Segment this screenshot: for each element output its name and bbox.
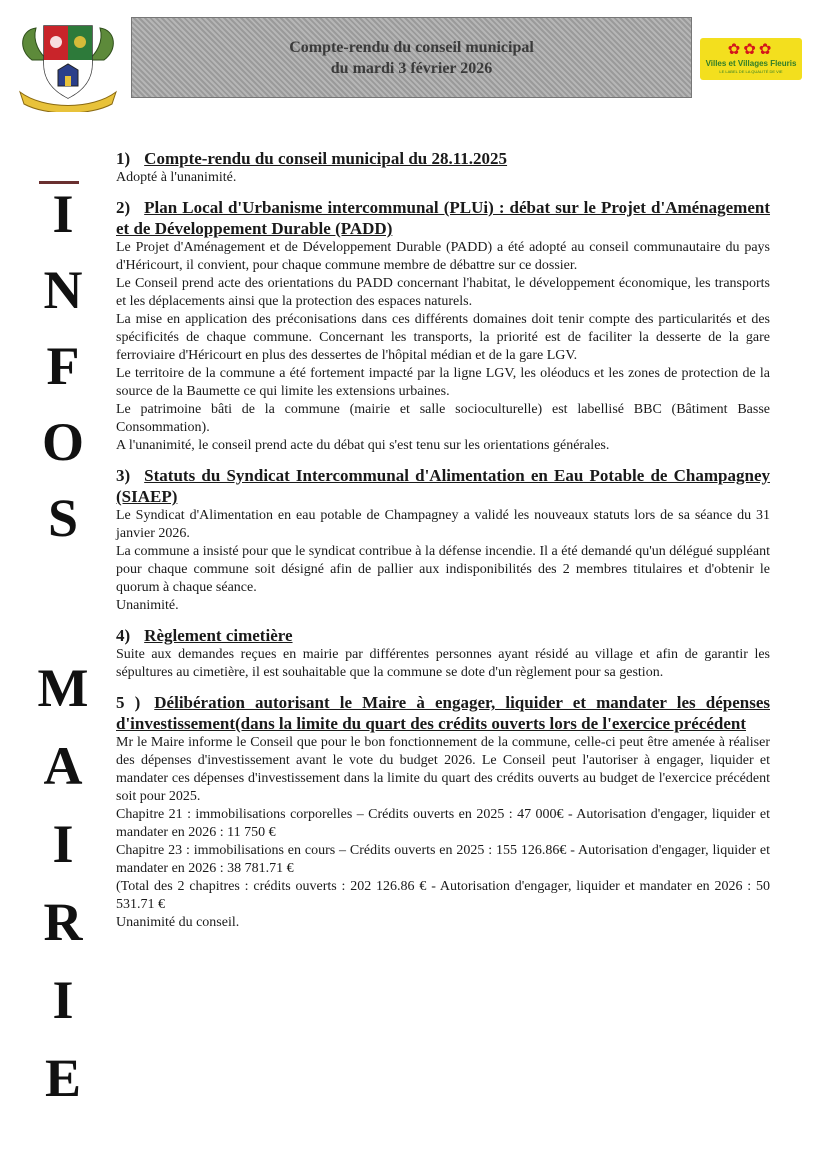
section-title: Plan Local d'Urbanisme intercommunal (PLUi) : débat sur le Projet d'Aménagement et de Développement Durable (PADD): [116, 198, 770, 238]
closing-vote: Unanimité du conseil.: [116, 915, 240, 930]
paragraph: Adopté à l'unanimité.: [116, 170, 237, 185]
section-heading: [116, 465, 770, 507]
title-banner: [131, 17, 692, 98]
villes-villages-fleuris-logo: [700, 38, 802, 80]
paragraph: A l'unanimité, le conseil prend acte du débat qui s'est tenu sur les orientations générales.: [116, 438, 610, 453]
section-number: 5 ): [116, 693, 141, 712]
minutes-content: [116, 148, 770, 942]
banner-title-line1: Compte-rendu du conseil municipal: [289, 38, 534, 56]
vertical-letter: I: [52, 970, 74, 1030]
banner-title-line2: du mardi 3 février 2026: [330, 59, 493, 77]
paragraph: Suite aux demandes reçues en mairie par différentes personnes ayant résidé au village et afin de garantir les sépultures au cimetière, il est souhaitable que la commune se dote d'un règlement pour sa gestion.: [116, 647, 770, 680]
paragraph: Le territoire de la commune a été fortement impacté par la ligne LGV, les oléoducs et les zones de protection de la source de la Baumette ce qui limite les extensions urbaines.: [116, 366, 770, 399]
section-heading: [116, 625, 770, 646]
budget-chapter-23: Chapitre 23 : immobilisations en cours – Crédits ouverts en 2025 : 155 126.86€ - Autorisation d'engager, liquider et mandater en 2026 : 38 781.71 €: [116, 843, 770, 876]
budget-chapter-21: Chapitre 21 : immobilisations corporelles – Crédits ouverts en 2025 : 47 000€ - Autorisation d'engager, liquider et mandater en 2026 : 11 750 €: [116, 807, 770, 840]
paragraph: Le Syndicat d'Alimentation en eau potable de Champagney a validé les nouveaux statuts lors de sa séance du 31 janvier 2026.: [116, 508, 770, 541]
section-5: [116, 692, 770, 932]
section-heading: [116, 148, 770, 169]
section-title: Statuts du Syndicat Intercommunal d'Alimentation en Eau Potable de Champagney (SIAEP): [116, 466, 770, 506]
vertical-letter: M: [37, 658, 89, 718]
section-3: [116, 465, 770, 615]
budget-total: (Total des 2 chapitres : crédits ouverts : 202 126.86 € - Autorisation d'engager, liquider et mandater en 2026 : 50 531.71 €: [116, 879, 770, 912]
vertical-letter: O: [41, 412, 84, 472]
coat-of-arms-emblem: [14, 20, 122, 112]
flower-icon: ✿✿✿: [727, 40, 775, 58]
paragraph: La mise en application des préconisations dans ces différents domaines doit tenir compte des particularités et des spécificités de chaque commune. Concernant les transports, la priorité est de faciliter la desserte de la gare ferroviaire d'Héricourt en plus des dessertes de l'hôpital médian et de la gare LGV.: [116, 312, 770, 363]
paragraph: Le patrimoine bâti de la commune (mairie et salle socioculturelle) est labellisé BBC (Bâtiment Basse Consommation).: [116, 402, 770, 435]
vertical-letter: N: [43, 260, 83, 320]
badge-name: Villes et Villages Fleuris: [705, 59, 797, 68]
vertical-letter: F: [46, 336, 80, 396]
paragraph: La commune a insisté pour que le syndicat contribue à la défense incendie. Il a été demandé qu'un délégué suppléant pour chaque commune soit désigné afin de pallier aux indisponibilités des 2 membres titulaires et d'obtenir le quorum à chaque séance.: [116, 544, 770, 595]
vertical-letter: S: [47, 488, 79, 548]
section-title: Délibération autorisant le Maire à engager, liquider et mandater les dépenses d'investissement(dans la limite du quart des crédits ouverts lors de l'exercice précédent: [116, 693, 770, 733]
section-number: 2): [116, 198, 131, 217]
section-number: 1): [116, 149, 131, 168]
paragraph: Le Projet d'Aménagement et de Développement Durable (PADD) a été adopté au conseil communautaire du pays d'Héricourt, il convient, pour chaque commune membre de débattre sur ce dossier.: [116, 240, 770, 273]
section-number: 3): [116, 466, 131, 485]
section-heading: [116, 197, 770, 239]
vertical-letter: I: [52, 184, 74, 244]
vertical-letter: A: [43, 736, 83, 796]
section-2: [116, 197, 770, 455]
section-title: Compte-rendu du conseil municipal du 28.11.2025: [144, 149, 508, 168]
paragraph: Mr le Maire informe le Conseil que pour le bon fonctionnement de la commune, celle-ci peut être amenée à réaliser des dépenses d'investissement avant le vote du budget 2026. Le Conseil peut l'autoriser à engager, liquider et mandater ces dépenses d'investissement dans la limite du quart des crédits ouverts au budget de l'exercice précédent soit pour 2025.: [116, 735, 770, 804]
paragraph: Le Conseil prend acte des orientations du PADD concernant l'habitat, le développement économique, les transports et les déplacements ainsi que la protection des espaces naturels.: [116, 276, 770, 309]
paragraph: Unanimité.: [116, 598, 179, 613]
section-title: Règlement cimetière: [144, 626, 293, 645]
vertical-infos-mairie: [28, 184, 98, 1108]
section-1: [116, 148, 770, 187]
badge-subtitle: LE LABEL DE LA QUALITÉ DE VIE: [719, 69, 783, 74]
vertical-letter: E: [44, 1048, 82, 1108]
vertical-letter: R: [43, 892, 83, 952]
section-number: 4): [116, 626, 131, 645]
vertical-letter: I: [52, 814, 74, 874]
section-4: [116, 625, 770, 682]
section-heading: [116, 692, 770, 734]
